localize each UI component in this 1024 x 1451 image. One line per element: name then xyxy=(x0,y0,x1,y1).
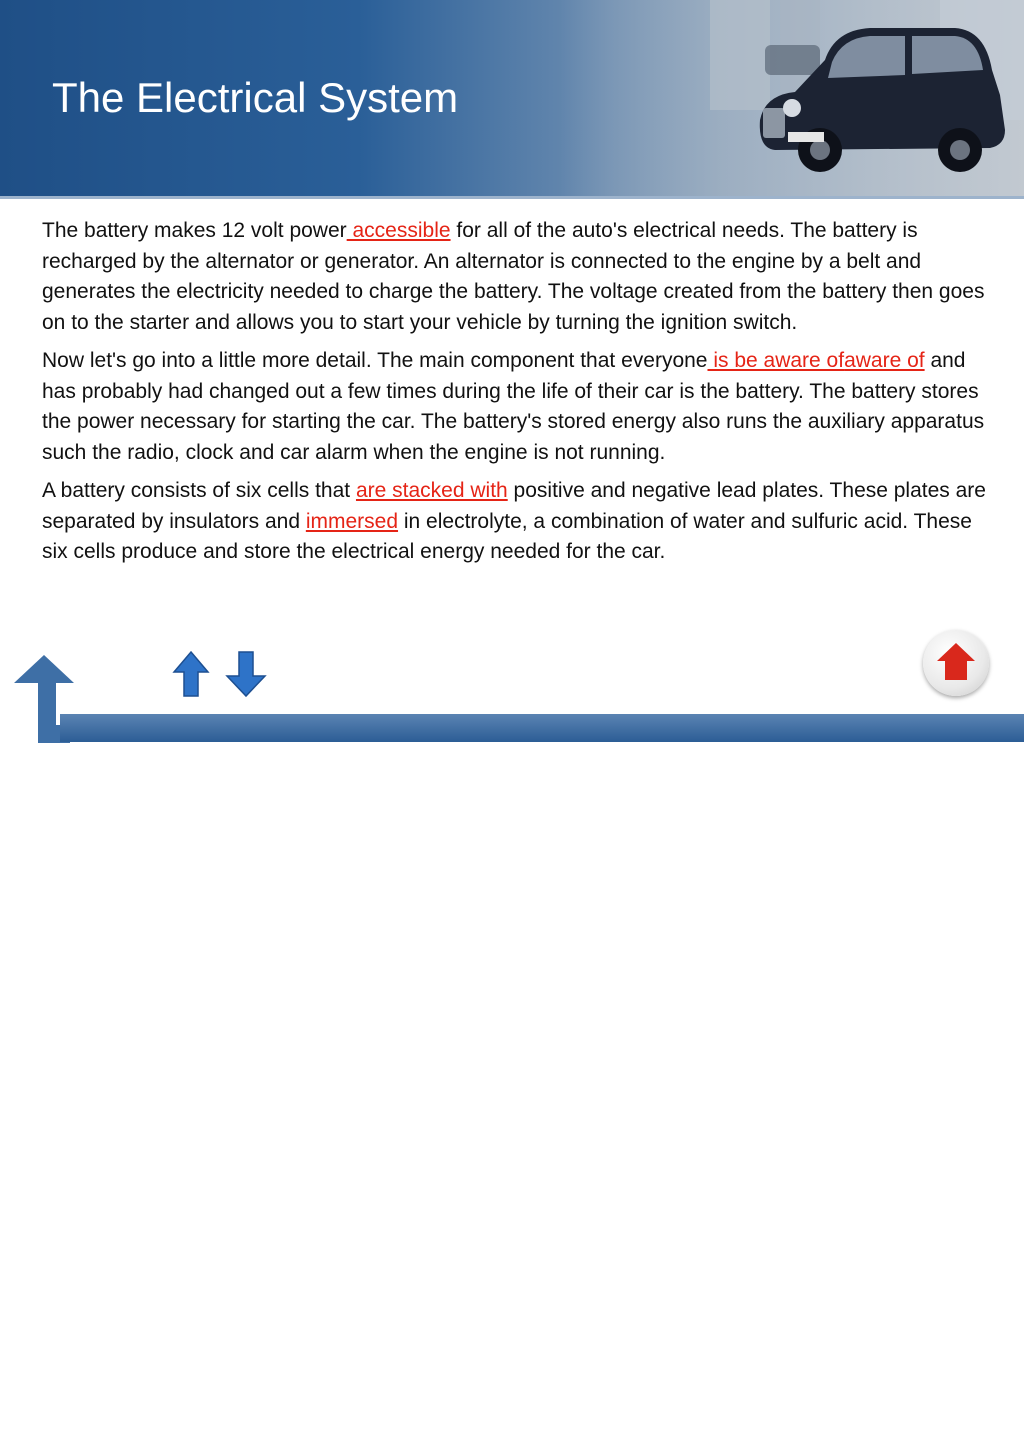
paragraph-text: and has probably had changed out a few times during the life of their car is the battery. The battery stores the power necessary for starting the car. The battery's stored energy also runs the auxiliary apparatus such the radio, clock and car alarm when the engine is not running. xyxy=(42,349,985,464)
hyperlink[interactable]: immersed xyxy=(305,509,399,533)
taxi-photo xyxy=(560,0,1024,198)
slide-body xyxy=(42,216,992,576)
page-number: 17 xyxy=(985,1434,1002,1451)
hyperlink[interactable]: aware of xyxy=(844,349,925,372)
home-icon xyxy=(923,630,989,696)
paragraph-text: in electrolyte, a combination of water and sulfuric acid. These six cells produce and store the electrical energy needed for the car. xyxy=(42,509,972,563)
taxi-illustration xyxy=(560,0,1024,198)
paragraph-text: positive and negative lead plates. These plates are separated by insulators and xyxy=(42,479,986,533)
hyperlink[interactable]: is be aware of xyxy=(707,349,845,372)
slide-title: The Electrical System xyxy=(52,74,459,121)
body-paragraph xyxy=(42,476,992,568)
paragraph-text: for all of the auto's electrical needs. The battery is recharged by the alternator or generator. An alternator is connected to the engine by a belt and generates the electricity needed to charge the battery. The voltage created from the battery then goes on to the starter and allows you to start your vehicle by turning the ignition switch. xyxy=(42,219,985,334)
arrow-down-icon[interactable] xyxy=(224,650,268,698)
paragraph-text: A battery consists of six cells that xyxy=(42,479,356,502)
home-button[interactable] xyxy=(923,630,989,696)
arrow-up-icon[interactable] xyxy=(172,650,210,698)
header-divider xyxy=(0,196,1024,199)
header-banner xyxy=(0,0,1024,198)
hyperlink[interactable]: accessible xyxy=(346,219,451,242)
hyperlink[interactable]: are stacked with xyxy=(355,479,508,502)
body-paragraph xyxy=(42,346,992,468)
footer-bar xyxy=(60,714,1024,1451)
body-paragraph xyxy=(42,216,992,338)
paragraph-text: Now let's go into a little more detail. The main component that everyone xyxy=(42,349,708,372)
paragraph-text: The battery makes 12 volt power xyxy=(42,219,347,242)
